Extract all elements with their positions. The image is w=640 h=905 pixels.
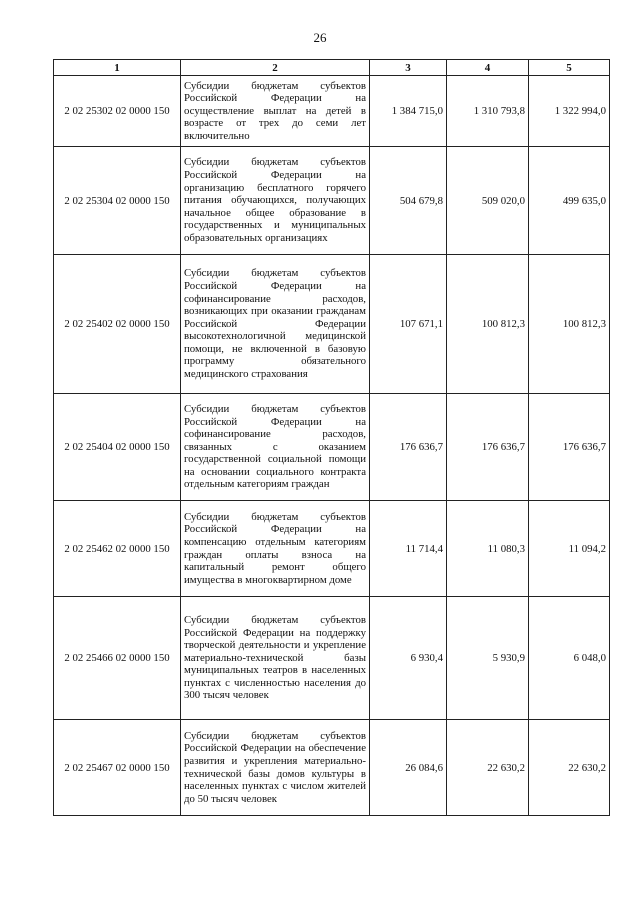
amount-col-5-cell: 176 636,7 xyxy=(529,394,610,501)
description-cell: Субсидии бюджетам субъектов Российской Федерации на осуществление выплат на детей в возрасте от трех до семи лет включительно xyxy=(181,76,370,147)
amount-col-3-cell: 26 084,6 xyxy=(370,720,447,816)
header-col-5: 5 xyxy=(529,60,610,76)
amount-col-4-cell: 5 930,9 xyxy=(447,597,529,720)
table-row xyxy=(54,597,610,720)
header-col-2: 2 xyxy=(181,60,370,76)
amount-col-5-cell: 100 812,3 xyxy=(529,255,610,394)
amount-col-5-cell: 6 048,0 xyxy=(529,597,610,720)
amount-col-4-cell: 100 812,3 xyxy=(447,255,529,394)
table-body xyxy=(54,76,610,816)
table-row xyxy=(54,720,610,816)
header-col-4: 4 xyxy=(447,60,529,76)
amount-col-5-cell: 11 094,2 xyxy=(529,501,610,597)
table-row xyxy=(54,147,610,255)
table-row xyxy=(54,394,610,501)
description-cell: Субсидии бюджетам субъектов Российской Федерации на софинансирование расходов, возникающих при оказании гражданам Российской Федерации высокотехнологичной медицинской помощи, не включенной в базовую программу обязательного медицинского страхования xyxy=(181,255,370,394)
description-cell: Субсидии бюджетам субъектов Российской Федерации на обеспечение развития и укрепления материально-технической базы домов культуры в населенных пунктах с числом жителей до 50 тысяч человек xyxy=(181,720,370,816)
budget-code-cell: 2 02 25467 02 0000 150 xyxy=(54,720,181,816)
budget-code-cell: 2 02 25304 02 0000 150 xyxy=(54,147,181,255)
amount-col-4-cell: 22 630,2 xyxy=(447,720,529,816)
amount-col-3-cell: 504 679,8 xyxy=(370,147,447,255)
amount-col-3-cell: 6 930,4 xyxy=(370,597,447,720)
amount-col-4-cell: 1 310 793,8 xyxy=(447,76,529,147)
amount-col-4-cell: 176 636,7 xyxy=(447,394,529,501)
table-row xyxy=(54,76,610,147)
table-row xyxy=(54,255,610,394)
budget-code-cell: 2 02 25302 02 0000 150 xyxy=(54,76,181,147)
amount-col-5-cell: 1 322 994,0 xyxy=(529,76,610,147)
amount-col-5-cell: 499 635,0 xyxy=(529,147,610,255)
budget-code-cell: 2 02 25466 02 0000 150 xyxy=(54,597,181,720)
amount-col-3-cell: 176 636,7 xyxy=(370,394,447,501)
header-col-1: 1 xyxy=(54,60,181,76)
amount-col-4-cell: 509 020,0 xyxy=(447,147,529,255)
budget-table xyxy=(53,59,610,816)
description-cell: Субсидии бюджетам субъектов Российской Федерации на поддержку творческой деятельности и укрепление материально-технической базы муниципальных театров в населенных пунктах с численностью населения до 300 тысяч человек xyxy=(181,597,370,720)
amount-col-5-cell: 22 630,2 xyxy=(529,720,610,816)
budget-code-cell: 2 02 25462 02 0000 150 xyxy=(54,501,181,597)
budget-code-cell: 2 02 25404 02 0000 150 xyxy=(54,394,181,501)
header-row xyxy=(54,60,610,76)
page-number: 26 xyxy=(313,30,327,45)
table-row xyxy=(54,501,610,597)
description-cell: Субсидии бюджетам субъектов Российской Федерации на организацию бесплатного горячего питания обучающихся, получающих начальное общее образование в государственных и муниципальных образовательных организациях xyxy=(181,147,370,255)
amount-col-3-cell: 1 384 715,0 xyxy=(370,76,447,147)
amount-col-3-cell: 11 714,4 xyxy=(370,501,447,597)
header-col-3: 3 xyxy=(370,60,447,76)
budget-code-cell: 2 02 25402 02 0000 150 xyxy=(54,255,181,394)
description-cell: Субсидии бюджетам субъектов Российской Федерации на компенсацию отдельным категориям граждан оплаты взноса на капитальный ремонт общего имущества в многоквартирном доме xyxy=(181,501,370,597)
table-header xyxy=(54,60,610,76)
amount-col-4-cell: 11 080,3 xyxy=(447,501,529,597)
description-cell: Субсидии бюджетам субъектов Российской Федерации на софинансирование расходов, связанных с оказанием государственной социальной помощи на основании социального контракта отдельным категориям граждан xyxy=(181,394,370,501)
amount-col-3-cell: 107 671,1 xyxy=(370,255,447,394)
